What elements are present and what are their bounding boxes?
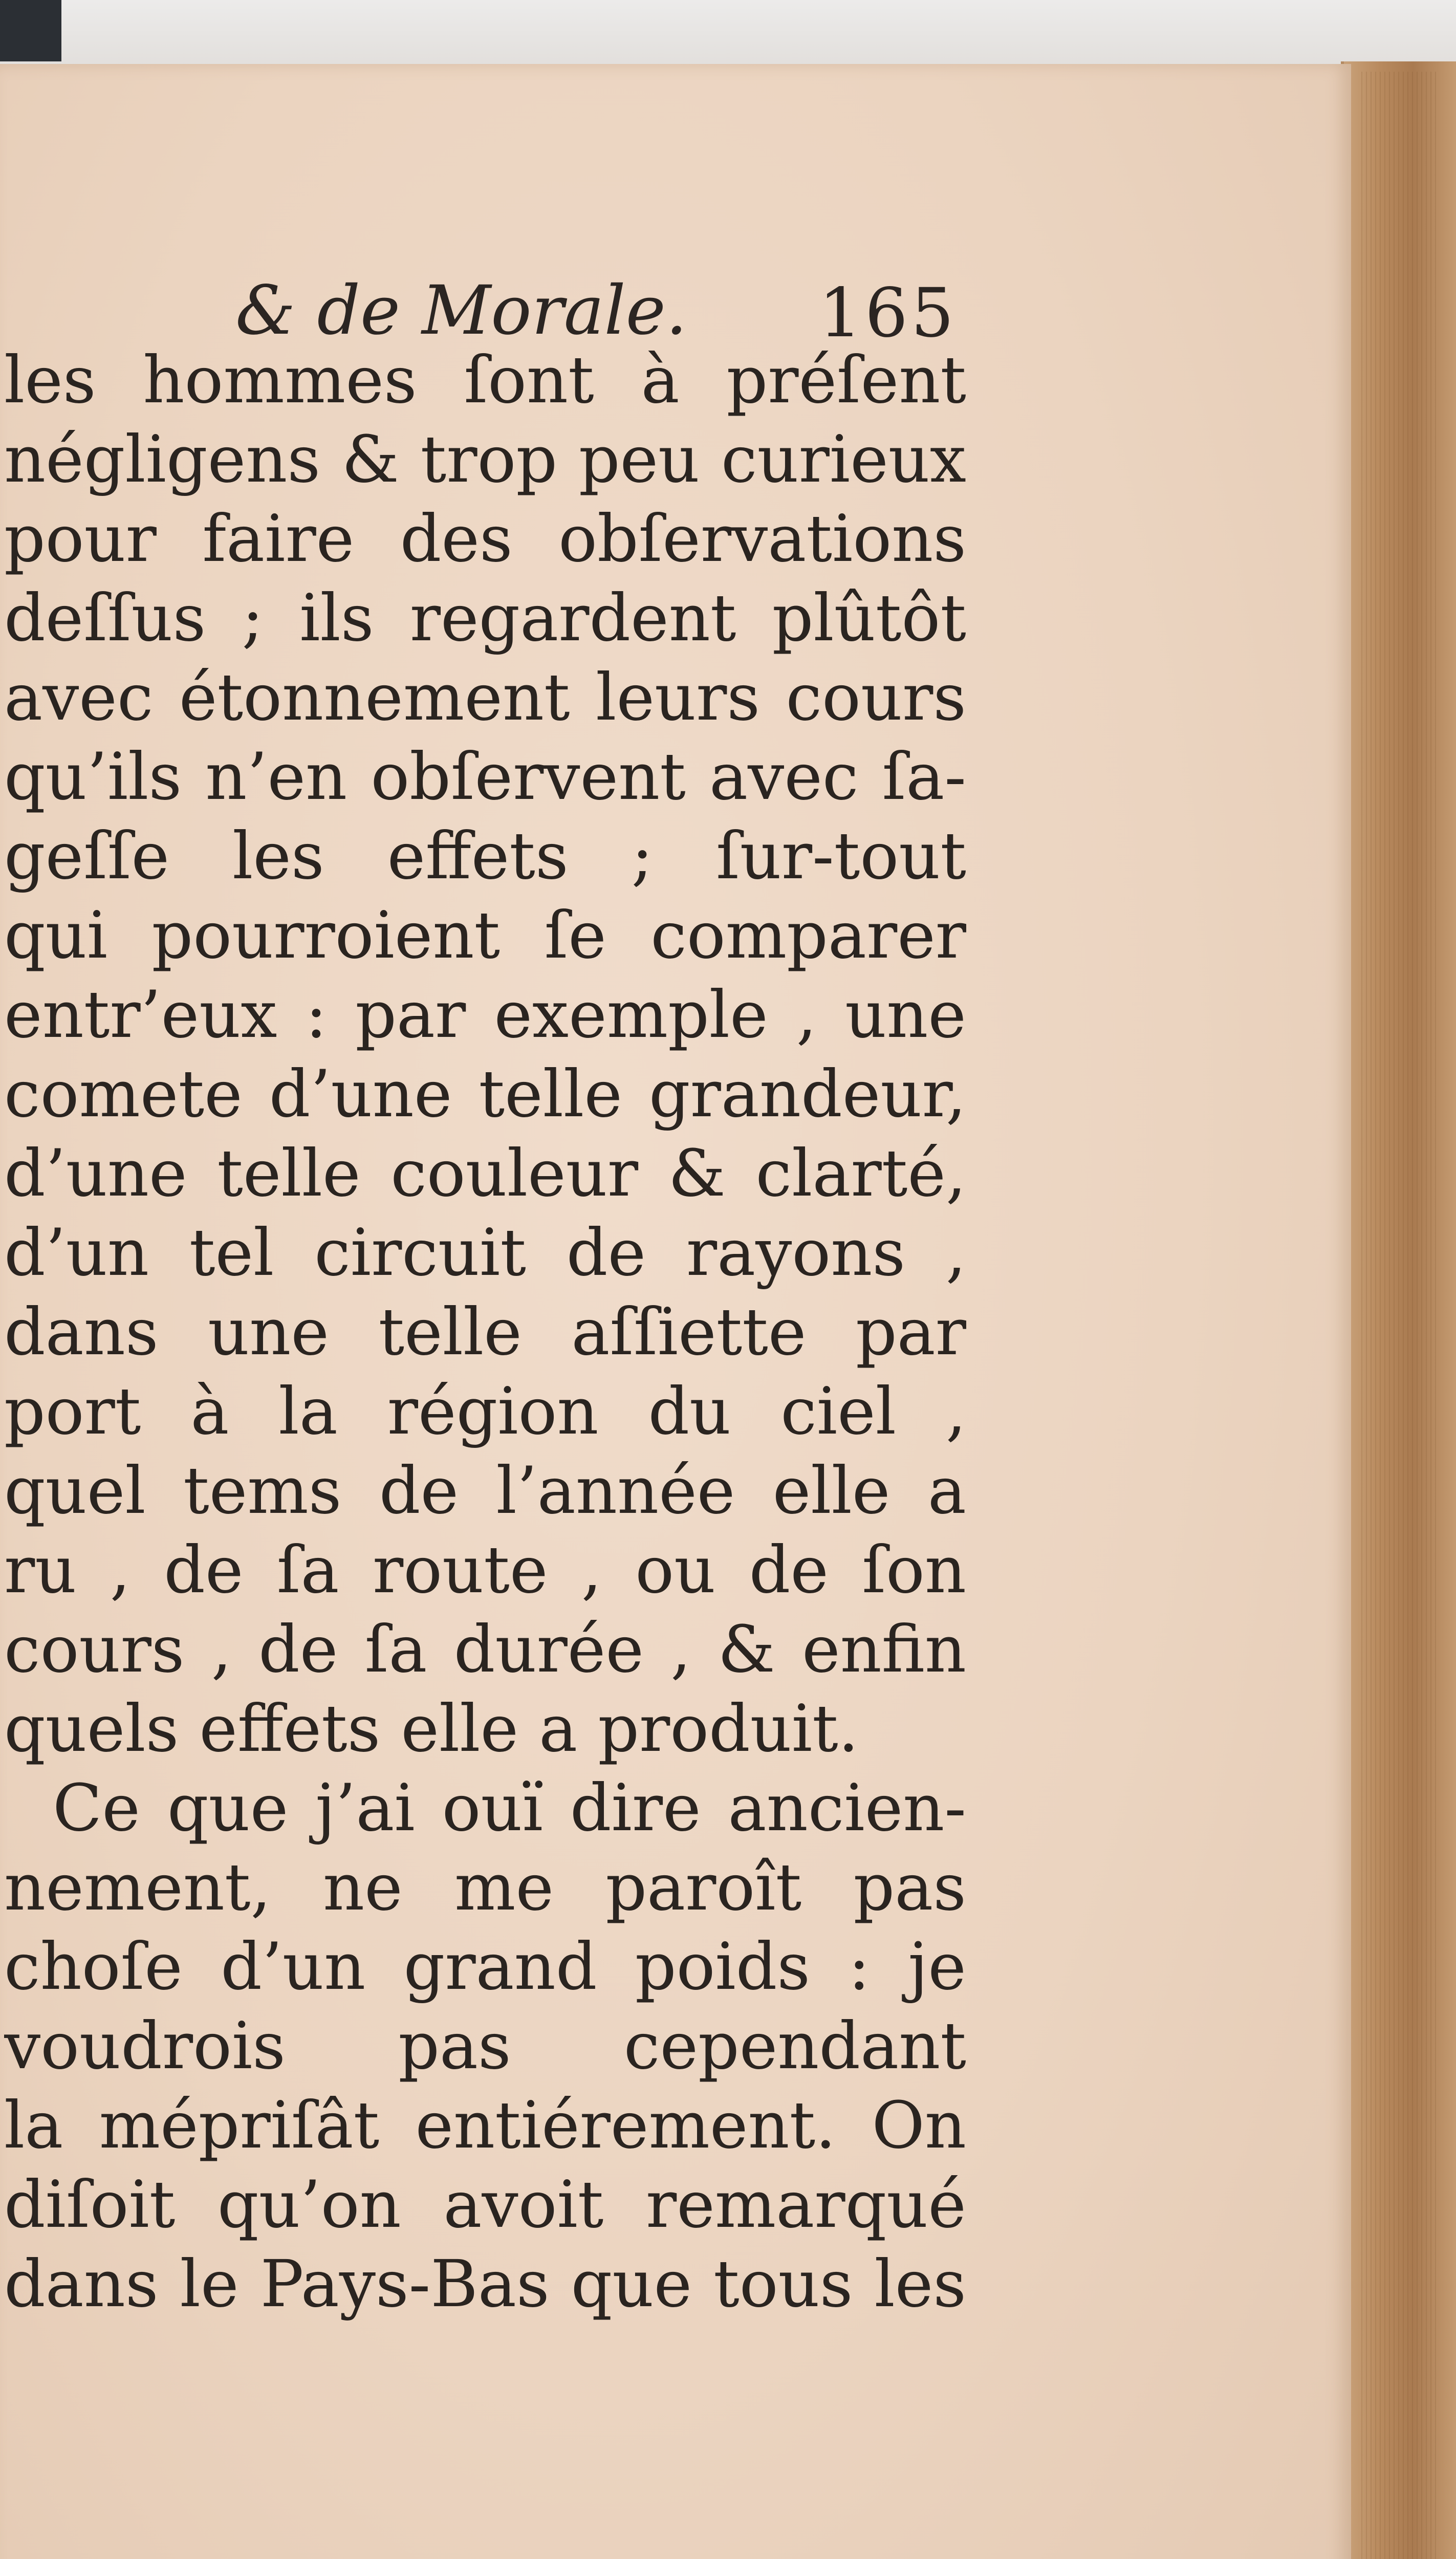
book-page-edge-texture: [1361, 72, 1438, 2559]
text-line: dans le Pays-Bas que tous les: [4, 2246, 966, 2322]
text-line: geſſe les effets ; ſur-tout: [4, 818, 966, 894]
text-line: qu’ils n’en obſervent avec ſa-: [4, 739, 966, 814]
text-line: la mépriſât entiérement. On: [4, 2088, 966, 2163]
text-line: diſoit qu’on avoit remarqué: [4, 2167, 966, 2242]
text-line: pour faire des obſervations: [4, 501, 966, 576]
scan-background-top: [0, 0, 1456, 67]
text-line: nement, ne me paroît pas: [4, 1850, 966, 1925]
text-line: d’une telle couleur & clarté,: [4, 1136, 966, 1211]
scanner-clip-top: [0, 0, 61, 61]
text-line: avec étonnement leurs cours: [4, 660, 966, 735]
text-line: qui pourroient ſe comparer: [4, 898, 966, 973]
body-text: [4, 340, 966, 2324]
text-line: deſſus ; ils regardent plûtôt: [4, 580, 966, 656]
text-line: port à la région du ciel ,: [4, 1374, 966, 1449]
text-line: ru , de ſa route , ou de ſon: [4, 1532, 966, 1608]
text-line: choſe d’un grand poids : je: [4, 1929, 966, 2004]
running-title: & de Morale.: [235, 271, 687, 350]
text-line: cours , de ſa durée , & enfin: [4, 1612, 966, 1687]
text-line: comete d’une telle grandeur,: [4, 1056, 966, 1132]
text-line: entr’eux : par exemple , une: [4, 977, 966, 1052]
text-line: négligens & trop peu curieux: [4, 422, 966, 497]
text-line: Ce que j’ai ouï dire ancien-: [53, 1770, 966, 1846]
text-line: quels effets elle a produit.: [4, 1691, 859, 1766]
page-number: 165: [819, 274, 957, 353]
text-line: d’un tel circuit de rayons ,: [4, 1215, 966, 1290]
text-line: les hommes ſont à préſent: [4, 342, 966, 418]
text-line: dans une telle aſſiette par: [4, 1294, 966, 1370]
book-page: [0, 64, 1351, 2559]
text-line: voudrois pas cependant: [4, 2008, 966, 2084]
text-line: quel tems de l’année elle a: [4, 1453, 966, 1528]
